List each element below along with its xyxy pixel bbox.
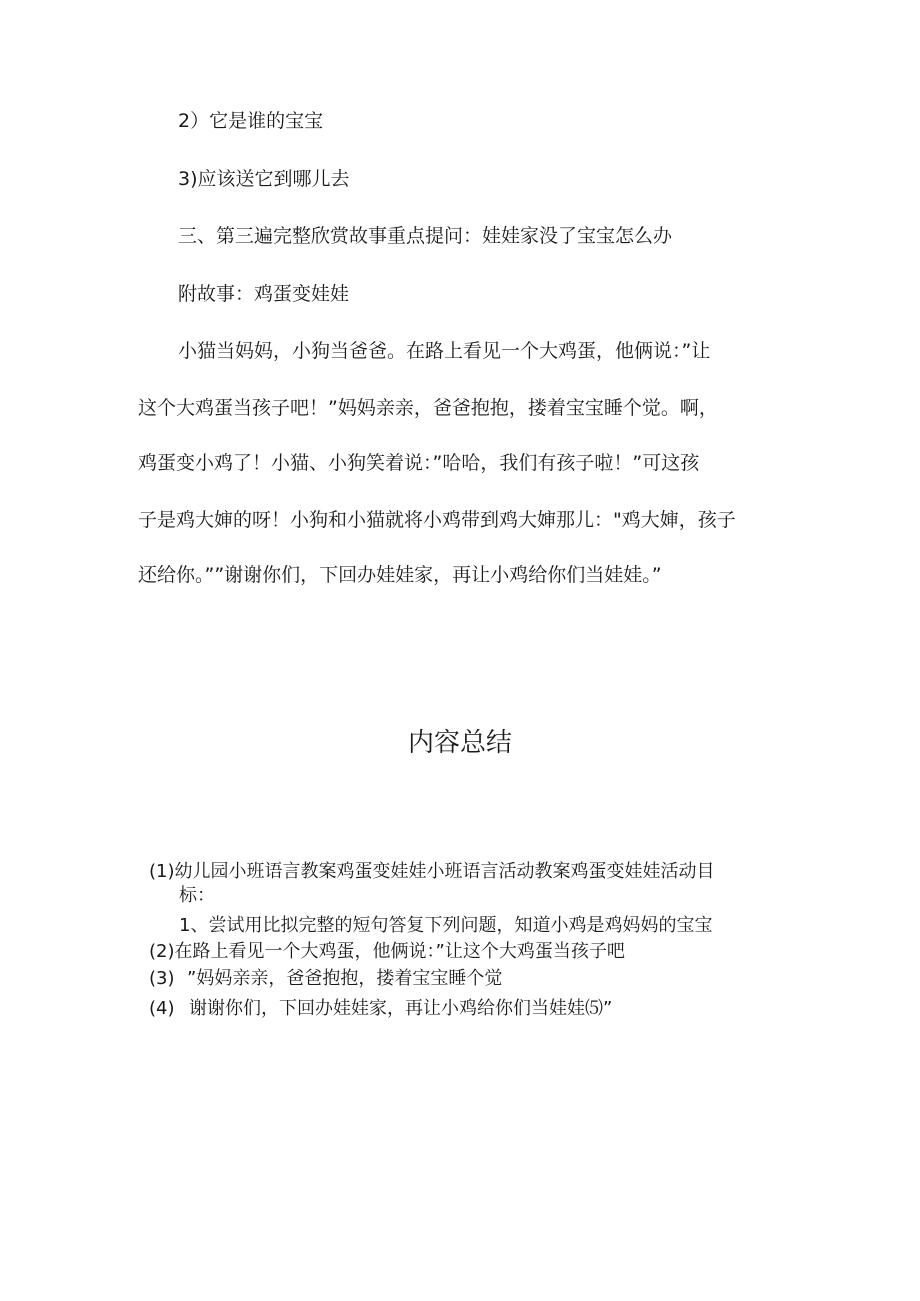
summary-item-1-continued: 标：	[179, 885, 215, 906]
story-line: 这个大鸡蛋当孩子吧！”妈妈亲亲，爸爸抱抱，搂着宝宝睡个觉。啊，	[138, 397, 718, 419]
summary-item-2: (2)在路上看见一个大鸡蛋，他俩说：”让这个大鸡蛋当孩子吧	[149, 941, 625, 962]
story-line: 子是鸡大婶的呀！小狗和小猫就将小鸡带到鸡大婶那儿："鸡大婶，孩子	[138, 509, 736, 531]
step-3-question: 三、第三遍完整欣赏故事重点提问：娃娃家没了宝宝怎么办	[178, 225, 673, 247]
question-3: 3)应该送它到哪儿去	[178, 168, 350, 190]
question-2: 2）它是谁的宝宝	[178, 110, 324, 132]
story-line: 鸡蛋变小鸡了！小猫、小狗笑着说：”哈哈，我们有孩子啦！”可这孩	[138, 452, 700, 474]
summary-heading: 内容总结	[407, 728, 512, 758]
summary-item-4-text: 谢谢你们，下回办娃娃家，再让小鸡给你们当娃娃⑸”	[189, 998, 613, 1019]
story-line: 小猫当妈妈，小狗当爸爸。在路上看见一个大鸡蛋，他俩说：”让	[178, 340, 711, 362]
summary-item-4-number: (4)	[149, 998, 175, 1019]
story-line: 还给你。””谢谢你们，下回办娃娃家，再让小鸡给你们当娃娃。”	[138, 564, 662, 586]
summary-item-3-text: ”妈妈亲亲，爸爸抱抱，搂着宝宝睡个觉	[187, 968, 503, 989]
summary-item-1-sub: 1、尝试用比拟完整的短句答复下列问题，知道小鸡是鸡妈妈的宝宝	[179, 915, 713, 936]
story-title: 附故事：鸡蛋变娃娃	[178, 283, 350, 305]
summary-item-1: (1)幼儿园小班语言教案鸡蛋变娃娃小班语言活动教案鸡蛋变娃娃活动目	[149, 861, 715, 882]
summary-item-3-number: (3)	[149, 968, 175, 989]
